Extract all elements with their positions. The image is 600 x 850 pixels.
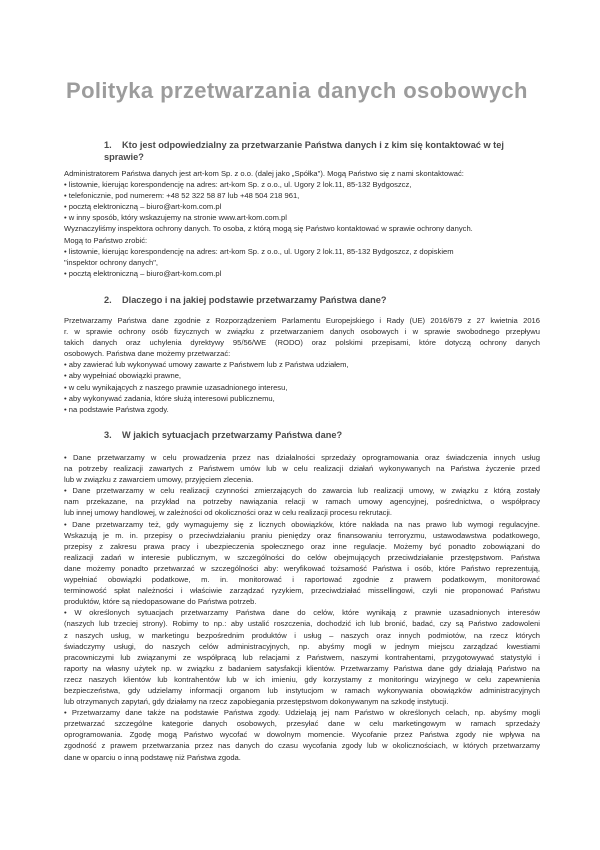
section-3-body	[64, 452, 540, 763]
section-1-heading	[104, 139, 504, 163]
paragraph-line: z naszych usług, w marketingu bezpośrednim produktów i usług – naszych oraz innych podmiotów, na rzecz których	[64, 630, 540, 640]
paragraph-line: raporty na własny użytek np. w związku z badaniem satysfakcji klientów. Przetwarzamy Państwa dane gdy działają Państwo na	[64, 663, 540, 673]
paragraph-line: Przetwarzamy Państwa dane zgodnie z Rozporządzeniem Parlamentu Europejskiego i Rady (UE) 2016/679 z 27 kwietnia 2016	[64, 316, 540, 325]
website-line[interactable]: • w inny sposób, który wskazujemy na stronie www.art-kom.com.pl	[64, 213, 287, 223]
paragraph-line: • Dane przetwarzamy w celu realizacji czynności zmierzających do zawarcia lub realizacji umowy, w związku z którą zostały	[64, 486, 540, 496]
paragraph-line: produktów, które są niedopasowane do Państwa potrzeb.	[64, 597, 257, 607]
list-item: • w celu wynikających z naszego prawnie uzasadnionego interesu,	[64, 382, 288, 392]
paragraph-line: pracowniczymi lub związanymi ze współpracą lub relacjami z Państwem, naszymi kontrahentami, przygotowywać statystyki i	[64, 652, 540, 662]
paragraph-line: oprogramowania. Zgodę mogą Państwo wycofać w dowolnym momencie. Wycofanie przez Państwa zgody nie wpływa na	[64, 730, 540, 740]
section-2-body	[64, 315, 540, 415]
paragraph-line: • Dane przetwarzamy też, gdy wymagujemy się z licznych obowiązków, które nakłada na nas prawo lub wymogi regulacyjne.	[64, 519, 540, 529]
document-title: Polityka przetwarzania danych osobowych	[66, 78, 528, 103]
paragraph-line: • W określonych sytuacjach przetwarzamy Państwa dane do celów, które wynikają z prawnie uzasadnionych interesów	[64, 608, 540, 618]
paragraph-line: rzecz naszych klientów lub kontrahentów lub w ich imieniu, gdy korzystamy z monitoringu wizyjnego w celu zapewnienia	[64, 674, 540, 684]
paragraph-line: • telefonicznie, pod numerem: +48 52 322 58 87 lub +48 504 218 961,	[64, 191, 300, 201]
paragraph-line: terminowość spłat należności i właściwie zarządzać ryzykiem, przeciwdziałać missellingowi, czyli nie proponować Państwu	[64, 586, 540, 596]
paragraph-line: świadczymy usługi, do naszych celów administracyjnych, np. abyśmy mogli w jednym miejscu zarządzać kwestiami	[64, 641, 540, 651]
paragraph-line: Mogą to Państwo zrobić:	[64, 235, 148, 245]
section-1-title: Kto jest odpowiedzialny za przetwarzanie Państwa danych i z kim się kontaktować w tej sprawie?	[104, 140, 504, 162]
paragraph-line: wypełniać obowiązki podatkowe, m. in. monitorować i raportować zgodnie z prawem podatkowym, monitorować	[64, 575, 540, 585]
paragraph-line: przetwarzać szczególne kategorie danych osobowych, przesyłać dane w celu marketingowym w ramach sprzedaży	[64, 719, 540, 729]
paragraph-line: bezpieczeństwa, gdy udzielamy informacji organom lub instytucjom w ramach wykonywania obowiązków administracyjnych	[64, 685, 540, 695]
paragraph-line: nam przekazane, na przykład na potrzeby nawiązania relacji w ramach umowy agencyjnej, pośrednictwa, o współpracy	[64, 497, 540, 507]
section-3-number: 3.	[104, 430, 112, 440]
paragraph-line: Wskazują je m. in. przepisy o przeciwdziałaniu praniu pieniędzy oraz finansowaniu terroryzmu, ustawodawstwa podatkowego,	[64, 530, 540, 540]
paragraph-line: • listownie, kierując korespondencję na adres: art-kom Sp. z o.o., ul. Ugory 2 lok.11, 85-132 Bydgoszcz,	[64, 180, 412, 190]
paragraph-line: lub w związku z zawarciem umowy, przyjęciem zlecenia.	[64, 475, 254, 485]
paragraph-line: przepisy z zakresu prawa pracy i ubezpieczenia społecznego oraz inne regulacje. Możemy być ponadto zobowiązani do	[64, 541, 540, 551]
paragraph-line: dane w oparciu o inną podstawę niż Państwa zgoda.	[64, 752, 241, 762]
paragraph-line: takich danych oraz uchylenia dyrektywy 95/56/WE (RODO) oraz polskimi przepisami, które dotyczą ochrony danych	[64, 338, 540, 348]
list-item: • na podstawie Państwa zgody.	[64, 404, 169, 414]
email-line[interactable]: • pocztą elektroniczną – biuro@art-kom.com.pl	[64, 268, 222, 278]
list-item: • aby zawierać lub wykonywać umowy zawarte z Państwem lub z Państwa udziałem,	[64, 360, 349, 370]
paragraph-line: dane możemy ponadto przetwarzać w szczególności aby: weryfikować tożsamość Państwa i osób, które Państwo reprezentują,	[64, 563, 540, 573]
paragraph-line: r. w sprawie ochrony osób fizycznych w związku z przetwarzaniem danych osobowych i w sprawie swobodnego przepływu	[64, 327, 540, 337]
list-item: • aby wypełniać obowiązki prawne,	[64, 371, 182, 381]
paragraph-line: • Dane przetwarzamy w celu prowadzenia przez nas działalności sprzedaży oprogramowania oraz świadczenia innych usług	[64, 453, 540, 462]
section-1-body	[64, 168, 540, 279]
paragraph-line: Administratorem Państwa danych jest art-kom Sp. z o.o. (dalej jako „Spółka"). Mogą Państwo się z nami skontaktować:	[64, 169, 464, 178]
paragraph-line: realizacji zadań w interesie publicznym, w szczególności do celów obejmujących przeciwdziałanie przestępstwom. Państwa	[64, 552, 540, 562]
paragraph-line: • Przetwarzamy dane także na podstawie Państwa zgody. Udzielają jej nam Państwo w określonych celach, np. abyśmy mogli	[64, 708, 540, 718]
paragraph-line: lub innej umowy handlowej, w zależności od okoliczności oraz w celu realizacji procesu rekrutacji.	[64, 508, 392, 518]
section-3-heading	[104, 429, 342, 441]
list-item: • aby wykonywać zadania, które służą interesowi publicznemu,	[64, 393, 275, 403]
paragraph-line: zgodność z prawem przetwarzania przez nas danych do czasu wycofania zgody lub w okolicznościach, w których przetwarzamy	[64, 741, 540, 751]
paragraph-line: na potrzeby realizacji zawartych z Państwem umów lub w celu realizacji działań wykonywanych na Państwa życzenie przed	[64, 464, 540, 474]
paragraph-line: "inspektor ochrony danych",	[64, 257, 159, 267]
section-2-heading	[104, 294, 386, 306]
section-3-title: W jakich sytuacjach przetwarzamy Państwa dane?	[122, 430, 343, 440]
email-line[interactable]: • pocztą elektroniczną – biuro@art-kom.com.pl	[64, 202, 222, 212]
paragraph-line: • listownie, kierując korespondencję na adres: art-kom Sp. z o.o., ul. Ugory 2 lok.11, 85-132 Bydgoszcz, z dopiskiem	[64, 246, 454, 256]
section-2-title: Dlaczego i na jakiej podstawie przetwarzamy Państwa dane?	[122, 295, 387, 305]
paragraph-line: (naszych lub trzeciej strony). Robimy to np.: aby ustalić roszczenia, dochodzić ich lub bronić, badać, czy są Państwo zadowoleni	[64, 619, 540, 629]
paragraph-line: Wyznaczyliśmy inspektora ochrony danych. To osoba, z którą mogą się Państwo kontaktować w sprawie ochrony danych.	[64, 224, 473, 234]
paragraph-line: lub otrzymanych zapytań, gdy działamy na rzecz zapobiegania przestępstwom dokonywanym na szkodę instytucji.	[64, 697, 449, 707]
section-1-number: 1.	[104, 140, 112, 150]
section-2-number: 2.	[104, 295, 112, 305]
paragraph-line: osobowych. Państwa dane możemy przetwarzać:	[64, 349, 231, 359]
